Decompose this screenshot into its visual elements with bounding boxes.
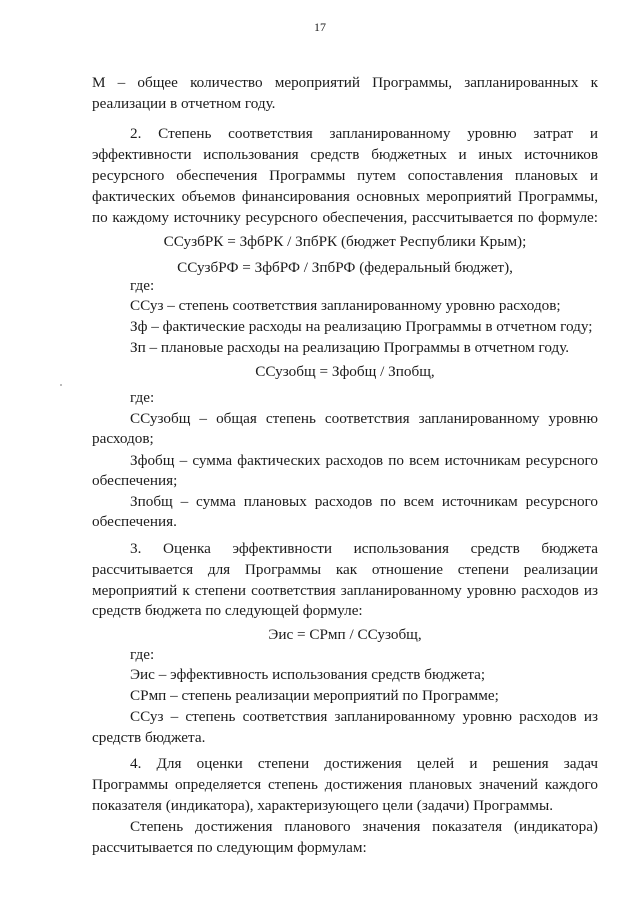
text-line: Зп – плановые расходы на реализацию Программы в отчетном году. (130, 339, 570, 356)
text-line: где: (130, 389, 155, 406)
formula-line: Эис = СРмп / ССузобщ, (268, 626, 422, 643)
text-line: ССуз – степень соответствия запланированному уровню расходов; (130, 297, 561, 314)
page-number: 17 (314, 20, 326, 34)
text-line: реализации в отчетном году. (92, 95, 276, 112)
text-line: обеспечения; (92, 472, 178, 489)
text-line: ресурсного обеспечения Программы путем сопоставления плановых и (92, 167, 598, 184)
scan-mark (60, 384, 62, 386)
text-line: мероприятий к степени соответствия запланированному уровню расходов из (92, 582, 598, 599)
text-line: 2. Степень соответствия запланированному уровню затрат и (130, 125, 598, 142)
text-line: фактических объемов финансирования основных мероприятий Программы, (92, 188, 598, 205)
text-line: где: (130, 646, 155, 663)
text-line: Зфобщ – сумма фактических расходов по всем источникам ресурсного (130, 452, 598, 469)
formula-line: ССузобщ = Зфобщ / Зпобщ, (255, 363, 435, 380)
formula-line: ССузбРК = ЗфбРК / ЗпбРК (бюджет Республики Крым); (163, 233, 527, 250)
text-line: М – общее количество мероприятий Программы, запланированных к (92, 74, 598, 91)
text-line: рассчитывается для Программы как отношение степени реализации (92, 561, 598, 578)
text-line: Степень достижения планового значения показателя (индикатора) (130, 818, 598, 835)
text-line: обеспечения. (92, 513, 177, 530)
text-line: ССузобщ – общая степень соответствия запланированному уровню (130, 410, 598, 427)
text-line: Эис – эффективность использования средств бюджета; (130, 666, 486, 683)
text-line: где: (130, 277, 155, 294)
text-line: СРмп – степень реализации мероприятий по Программе; (130, 687, 499, 704)
text-line: 3. Оценка эффективности использования средств бюджета (130, 540, 598, 557)
text-line: показателя (индикатора), характеризующего цели (задачи) Программы. (92, 797, 554, 814)
text-line: средств бюджета по следующей формуле: (92, 602, 363, 619)
text-line: эффективности использования средств бюджетных и иных источников (92, 146, 598, 163)
text-line: расходов; (92, 430, 154, 447)
text-line: средств бюджета. (92, 729, 206, 746)
text-line: по каждому источнику ресурсного обеспечения, рассчитывается по формуле: (92, 209, 598, 226)
text-line: Зф – фактические расходы на реализацию Программы в отчетном году; (130, 318, 593, 335)
text-line: Зпобщ – сумма плановых расходов по всем источникам ресурсного (130, 493, 598, 510)
formula-line: ССузбРФ = ЗфбРФ / ЗпбРФ (федеральный бюджет), (177, 259, 513, 276)
text-line: ССуз – степень соответствия запланированному уровню расходов из (130, 708, 598, 725)
text-line: 4. Для оценки степени достижения целей и решения задач (130, 755, 598, 772)
text-line: рассчитывается по следующим формулам: (92, 839, 367, 856)
text-line: Программы определяется степень достижения плановых значений каждого (92, 776, 598, 793)
